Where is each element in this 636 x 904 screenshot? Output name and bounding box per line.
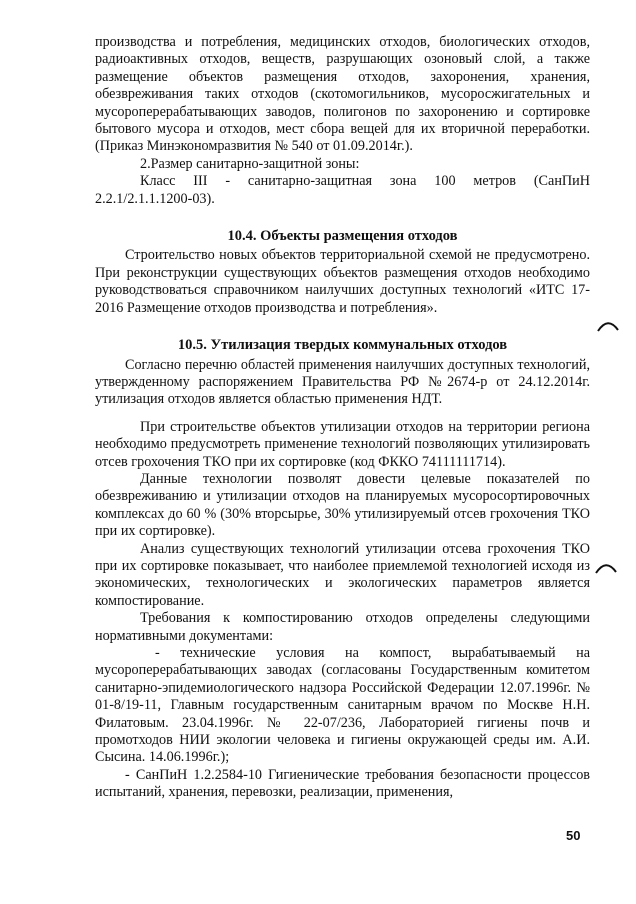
paragraph-waste-placement: Строительство новых объектов территориальной схемой не предусмотрено. При реконструкции существующих объектов размещения отходов необходимо руководствоваться справочником наилучших доступных технологий «ИТС 17-2016 Размещение отходов производства и потребления». <box>95 247 590 316</box>
section-heading-10-5: 10.5. Утилизация твердых коммунальных отходов <box>177 337 508 354</box>
margin-arc-mark-icon <box>594 560 618 574</box>
paragraph-sanitary-zone-label: 2.Размер санитарно-защитной зоны: <box>140 155 360 172</box>
list-item-technical-conditions: - технические условия на компост, вырабатываемый на мусороперерабатывающих заводах (согласованы Государственным комитетом санитарно-эпидемиологического надзора Российской Федерации 12.07.1996г. № 01-8/19-11, Главным государственным санитарным врачом по Москве Н.Н. Филатовым. 23.04.1996г. № 22-07/236, Лабораторией гигиены почв и промотходов НИИ экологии человека и гигиены окружающей среды им. А.И. Сысина. 14.06.1996г.); <box>95 645 590 766</box>
paragraph-continuation: производства и потребления, медицинских отходов, биологических отходов, радиоактивных отходов, веществ, разрушающих озоновый слой, а также размещение объектов размещения отходов, захоронения, хранения, обезвреживания таких отходов (скотомогильников, мусоросжигательных и мусороперерабатывающих заводов, полигонов по захоронению и сортировке бытового мусора и отходов, мест сбора вещей для их вторичной переработки. (Приказ Минэкономразвития № 540 от 01.09.2014г.). <box>95 34 590 155</box>
paragraph-construction: При строительстве объектов утилизации отходов на территории региона необходимо предусмотреть применение технологий позволяющих утилизировать отсев грохочения ТКО при их сортировке (код ФККО 74111111714). <box>95 418 590 470</box>
list-item-sanpin: - СанПиН 1.2.2584-10 Гигиенические требования безопасности процессов испытаний, хранения, перевозки, реализации, применения, <box>95 766 590 801</box>
margin-arc-mark-icon <box>596 318 620 332</box>
document-page <box>95 34 590 802</box>
page-number: 50 <box>566 828 581 843</box>
paragraph-analysis: Анализ существующих технологий утилизации отсева грохочения ТКО при их сортировке показывает, что наиболее приемлемой технологией исходя из экономических, технологических и экологических параметров является компостирование. <box>95 540 590 609</box>
paragraph-target-indicators: Данные технологии позволят довести целевые показателей по обезвреживанию и утилизации отходов на планируемых мусоросортировочных комплексах до 60 % (30% вторсырье, 30% утилизируемый отсев грохочения ТКО при их сортировке). <box>95 470 590 540</box>
paragraph-ndt-list: Согласно перечню областей применения наилучших доступных технологий, утвержденному распоряжением Правительства РФ №2674-р от 24.12.2014г. утилизация отходов является областью применения НДТ. <box>95 356 590 408</box>
paragraph-sanitary-zone-class: Класс III - санитарно-защитная зона 100 метров (СанПиН 2.2.1/2.1.1.1200-03). <box>95 173 590 207</box>
paragraph-requirements: Требования к компостированию отходов определены следующими нормативными документами: <box>95 610 590 644</box>
section-heading-10-4: 10.4. Объекты размещения отходов <box>227 228 458 245</box>
